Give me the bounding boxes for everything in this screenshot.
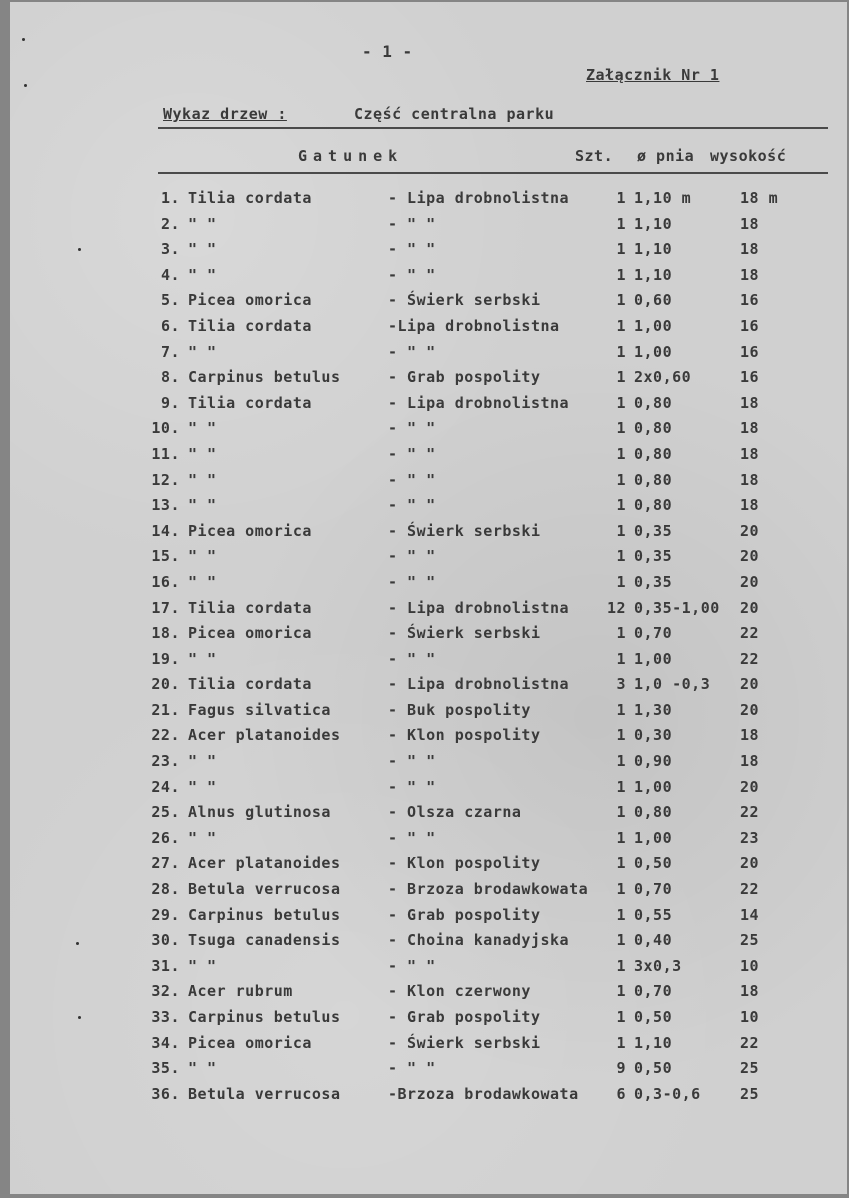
latin-name: " " <box>188 828 217 847</box>
quantity: 1 <box>616 419 626 438</box>
quantity: 1 <box>616 368 626 387</box>
latin-name: " " <box>188 342 217 361</box>
tree-height: 18 <box>740 752 760 771</box>
trunk-diameter: 0,80 <box>634 444 673 463</box>
quantity: 6 <box>616 1084 626 1103</box>
latin-name: " " <box>188 777 217 796</box>
quantity: 1 <box>616 393 626 412</box>
table-row <box>10 1085 847 1111</box>
table-row <box>10 394 847 420</box>
tree-height: 22 <box>740 624 760 643</box>
latin-name: Picea omorica <box>188 1033 312 1052</box>
latin-name: " " <box>188 419 217 438</box>
latin-name: Picea omorica <box>188 291 312 310</box>
polish-name: - " " <box>388 1059 436 1078</box>
trunk-diameter: 0,90 <box>634 752 673 771</box>
row-number: 14. <box>151 521 180 540</box>
table-row <box>10 522 847 548</box>
column-header-diameter: ø pnia <box>637 147 695 165</box>
latin-name: Betula verrucosa <box>188 880 341 899</box>
polish-name: - " " <box>388 649 436 668</box>
table-row <box>10 982 847 1008</box>
tree-height: 20 <box>740 675 760 694</box>
quantity: 1 <box>616 214 626 233</box>
polish-name: - " " <box>388 342 436 361</box>
trunk-diameter: 0,70 <box>634 624 673 643</box>
tree-height: 23 <box>740 828 760 847</box>
trunk-diameter: 1,0 -0,3 <box>634 675 711 694</box>
latin-name: Carpinus betulus <box>188 1008 341 1026</box>
tree-height: 20 <box>740 700 760 719</box>
tree-height: 16 <box>740 291 760 310</box>
tree-height: 25 <box>740 1084 760 1103</box>
row-number: 7. <box>160 342 180 361</box>
polish-name: - Klon pospolity <box>388 854 541 873</box>
tree-height: 20 <box>740 572 760 591</box>
tree-height: 16 <box>740 342 760 361</box>
row-number: 36. <box>151 1084 180 1103</box>
tree-height: 22 <box>740 649 760 668</box>
tree-height: 16 <box>740 368 760 387</box>
polish-name: - " " <box>388 419 436 438</box>
tree-height: 25 <box>740 1059 760 1078</box>
table-row <box>10 240 847 266</box>
row-number: 18. <box>151 624 180 643</box>
latin-name: " " <box>188 547 217 566</box>
tree-height: 20 <box>740 521 760 540</box>
row-number: 19. <box>151 649 180 668</box>
quantity: 1 <box>616 803 626 822</box>
latin-name: " " <box>188 265 217 284</box>
polish-name: - Lipa drobnolistna <box>388 675 570 694</box>
latin-name: " " <box>188 956 217 975</box>
table-row <box>10 778 847 804</box>
trunk-diameter: 0,50 <box>634 854 673 873</box>
polish-name: - Świerk serbski <box>388 521 541 540</box>
table-row <box>10 547 847 573</box>
trunk-diameter: 1,10 <box>634 1033 673 1052</box>
trunk-diameter: 1,00 <box>634 649 673 668</box>
row-number: 21. <box>151 700 180 719</box>
appendix-title: Załącznik Nr 1 <box>586 66 720 84</box>
table-row <box>10 906 847 932</box>
table-row <box>10 803 847 829</box>
polish-name: - " " <box>388 547 436 566</box>
latin-name: Tilia cordata <box>188 393 312 412</box>
quantity: 1 <box>616 624 626 643</box>
polish-name: - " " <box>388 828 436 847</box>
tree-height: 18 <box>740 726 760 745</box>
table-row <box>10 624 847 650</box>
row-number: 27. <box>151 854 180 873</box>
row-number: 1. <box>160 189 180 207</box>
polish-name: - " " <box>388 240 436 259</box>
row-number: 3. <box>160 240 180 259</box>
latin-name: " " <box>188 470 217 489</box>
quantity: 1 <box>616 444 626 463</box>
polish-name: - Grab pospolity <box>388 905 541 924</box>
row-number: 13. <box>151 496 180 515</box>
trunk-diameter: 1,00 <box>634 316 673 335</box>
quantity: 1 <box>616 854 626 873</box>
row-number: 34. <box>151 1033 180 1052</box>
latin-name: Betula verrucosa <box>188 1084 341 1103</box>
row-number: 26. <box>151 828 180 847</box>
latin-name: Tilia cordata <box>188 598 312 617</box>
trunk-diameter: 0,40 <box>634 931 673 950</box>
polish-name: - Świerk serbski <box>388 624 541 643</box>
tree-height: 20 <box>740 598 760 617</box>
polish-name: - Buk pospolity <box>388 700 531 719</box>
trunk-diameter: 0,80 <box>634 496 673 515</box>
table-row <box>10 880 847 906</box>
table-row <box>10 215 847 241</box>
row-number: 10. <box>151 419 180 438</box>
quantity: 1 <box>616 291 626 310</box>
table-row <box>10 419 847 445</box>
tree-height: 20 <box>740 777 760 796</box>
row-number: 32. <box>151 982 180 1001</box>
polish-name: - Klon pospolity <box>388 726 541 745</box>
trunk-diameter: 0,80 <box>634 470 673 489</box>
quantity: 1 <box>616 342 626 361</box>
trunk-diameter: 2x0,60 <box>634 368 692 387</box>
polish-name: - Olsza czarna <box>388 803 522 822</box>
trunk-diameter: 1,10 m <box>634 189 692 207</box>
column-header-qty: Szt. <box>575 147 614 165</box>
trunk-diameter: 0,60 <box>634 291 673 310</box>
row-number: 8. <box>160 368 180 387</box>
row-number: 11. <box>151 444 180 463</box>
tree-height: 18 <box>740 982 760 1001</box>
latin-name: " " <box>188 572 217 591</box>
quantity: 1 <box>616 726 626 745</box>
tree-height: 18 <box>740 393 760 412</box>
latin-name: Carpinus betulus <box>188 368 341 387</box>
table-row <box>10 445 847 471</box>
quantity: 1 <box>616 905 626 924</box>
tree-height: 14 <box>740 905 760 924</box>
row-number: 23. <box>151 752 180 771</box>
row-number: 15. <box>151 547 180 566</box>
polish-name: - " " <box>388 496 436 515</box>
latin-name: Acer platanoides <box>188 854 341 873</box>
row-number: 17. <box>151 598 180 617</box>
row-number: 29. <box>151 905 180 924</box>
quantity: 1 <box>616 496 626 515</box>
latin-name: Tilia cordata <box>188 675 312 694</box>
table-row <box>10 189 847 215</box>
trunk-diameter: 0,80 <box>634 393 673 412</box>
polish-name: - Lipa drobnolistna <box>388 598 570 617</box>
row-number: 30. <box>151 931 180 950</box>
table-row <box>10 957 847 983</box>
trunk-diameter: 1,00 <box>634 828 673 847</box>
tree-height: 20 <box>740 547 760 566</box>
trunk-diameter: 3x0,3 <box>634 956 682 975</box>
quantity: 1 <box>616 982 626 1001</box>
polish-name: - Lipa drobnolistna <box>388 393 570 412</box>
quantity: 1 <box>616 572 626 591</box>
row-number: 35. <box>151 1059 180 1078</box>
trunk-diameter: 0,70 <box>634 982 673 1001</box>
row-number: 24. <box>151 777 180 796</box>
tree-height: 10 <box>740 956 760 975</box>
trunk-diameter: 0,30 <box>634 726 673 745</box>
column-header-height: wysokość <box>710 147 787 165</box>
latin-name: " " <box>188 649 217 668</box>
table-row <box>10 291 847 317</box>
polish-name: - Świerk serbski <box>388 291 541 310</box>
quantity: 1 <box>616 1033 626 1052</box>
trunk-diameter: 1,10 <box>634 240 673 259</box>
polish-name: - " " <box>388 470 436 489</box>
trunk-diameter: 1,30 <box>634 700 673 719</box>
quantity: 3 <box>616 675 626 694</box>
table-row <box>10 599 847 625</box>
tree-height: 18 m <box>740 189 779 207</box>
quantity: 9 <box>616 1059 626 1078</box>
polish-name: - " " <box>388 265 436 284</box>
latin-name: Tilia cordata <box>188 316 312 335</box>
column-header-species: Gatunek <box>298 147 404 165</box>
trunk-diameter: 0,80 <box>634 803 673 822</box>
polish-name: - " " <box>388 956 436 975</box>
page-number: - 1 - <box>362 42 413 61</box>
table-row <box>10 317 847 343</box>
list-label: Wykaz drzew : <box>163 105 287 123</box>
polish-name: - " " <box>388 572 436 591</box>
header-rule-top <box>158 127 828 129</box>
table-row <box>10 471 847 497</box>
tree-height: 20 <box>740 854 760 873</box>
tree-height: 18 <box>740 265 760 284</box>
tree-height: 18 <box>740 419 760 438</box>
quantity: 1 <box>616 521 626 540</box>
quantity: 1 <box>616 752 626 771</box>
row-number: 16. <box>151 572 180 591</box>
trunk-diameter: 0,50 <box>634 1059 673 1078</box>
row-number: 31. <box>151 956 180 975</box>
polish-name: - " " <box>388 777 436 796</box>
table-row <box>10 368 847 394</box>
polish-name: - Lipa drobnolistna <box>388 189 570 207</box>
row-number: 20. <box>151 675 180 694</box>
latin-name: " " <box>188 240 217 259</box>
header-rule-bottom <box>158 172 828 174</box>
row-number: 2. <box>160 214 180 233</box>
tree-height: 18 <box>740 496 760 515</box>
row-number: 12. <box>151 470 180 489</box>
quantity: 1 <box>616 547 626 566</box>
quantity: 1 <box>616 1008 626 1026</box>
quantity: 1 <box>616 265 626 284</box>
table-row <box>10 1008 847 1034</box>
quantity: 1 <box>616 880 626 899</box>
latin-name: Picea omorica <box>188 521 312 540</box>
polish-name: - " " <box>388 444 436 463</box>
latin-name: Alnus glutinosa <box>188 803 331 822</box>
tree-height: 22 <box>740 1033 760 1052</box>
list-section: Część centralna parku <box>354 105 555 123</box>
latin-name: Tilia cordata <box>188 189 312 207</box>
table-row <box>10 343 847 369</box>
latin-name: " " <box>188 752 217 771</box>
polish-name: - Choina kanadyjska <box>388 931 570 950</box>
trunk-diameter: 0,50 <box>634 1008 673 1026</box>
row-number: 4. <box>160 265 180 284</box>
quantity: 1 <box>616 316 626 335</box>
latin-name: Picea omorica <box>188 624 312 643</box>
tree-height: 22 <box>740 880 760 899</box>
quantity: 1 <box>616 956 626 975</box>
latin-name: Fagus silvatica <box>188 700 331 719</box>
table-row <box>10 266 847 292</box>
polish-name: -Brzoza brodawkowata <box>388 1084 579 1103</box>
table-row <box>10 1059 847 1085</box>
polish-name: - Brzoza brodawkowata <box>388 880 589 899</box>
page-speck <box>24 84 27 87</box>
quantity: 1 <box>616 931 626 950</box>
polish-name: - Klon czerwony <box>388 982 531 1001</box>
table-row <box>10 496 847 522</box>
row-number: 9. <box>160 393 180 412</box>
polish-name: - " " <box>388 214 436 233</box>
latin-name: " " <box>188 1059 217 1078</box>
table-row <box>10 829 847 855</box>
row-number: 25. <box>151 803 180 822</box>
latin-name: Carpinus betulus <box>188 905 341 924</box>
tree-height: 18 <box>740 214 760 233</box>
polish-name: - " " <box>388 752 436 771</box>
latin-name: Tsuga canadensis <box>188 931 341 950</box>
row-number: 5. <box>160 291 180 310</box>
trunk-diameter: 0,70 <box>634 880 673 899</box>
table-row <box>10 1034 847 1060</box>
latin-name: " " <box>188 496 217 515</box>
trunk-diameter: 0,80 <box>634 419 673 438</box>
quantity: 1 <box>616 777 626 796</box>
tree-height: 18 <box>740 240 760 259</box>
table-row <box>10 573 847 599</box>
trunk-diameter: 0,3-0,6 <box>634 1084 701 1103</box>
document-page <box>10 2 847 1194</box>
trunk-diameter: 1,10 <box>634 265 673 284</box>
quantity: 1 <box>616 240 626 259</box>
table-row <box>10 701 847 727</box>
row-number: 28. <box>151 880 180 899</box>
tree-height: 25 <box>740 931 760 950</box>
row-number: 6. <box>160 316 180 335</box>
tree-height: 16 <box>740 316 760 335</box>
trunk-diameter: 0,35 <box>634 547 673 566</box>
latin-name: " " <box>188 444 217 463</box>
table-row <box>10 854 847 880</box>
tree-height: 18 <box>740 470 760 489</box>
table-row <box>10 931 847 957</box>
tree-height: 22 <box>740 803 760 822</box>
latin-name: " " <box>188 214 217 233</box>
table-row <box>10 650 847 676</box>
trunk-diameter: 1,00 <box>634 777 673 796</box>
table-row <box>10 752 847 778</box>
quantity: 12 <box>606 598 626 617</box>
tree-height: 10 <box>740 1008 760 1026</box>
row-number: 33. <box>151 1008 180 1026</box>
quantity: 1 <box>616 828 626 847</box>
page-speck <box>22 38 25 41</box>
quantity: 1 <box>616 189 626 207</box>
tree-list <box>10 189 847 1110</box>
trunk-diameter: 1,00 <box>634 342 673 361</box>
quantity: 1 <box>616 470 626 489</box>
trunk-diameter: 0,55 <box>634 905 673 924</box>
polish-name: - Grab pospolity <box>388 1008 541 1026</box>
quantity: 1 <box>616 700 626 719</box>
row-number: 22. <box>151 726 180 745</box>
polish-name: - Grab pospolity <box>388 368 541 387</box>
latin-name: Acer platanoides <box>188 726 341 745</box>
tree-height: 18 <box>740 444 760 463</box>
latin-name: Acer rubrum <box>188 982 293 1001</box>
trunk-diameter: 0,35 <box>634 521 673 540</box>
trunk-diameter: 1,10 <box>634 214 673 233</box>
polish-name: -Lipa drobnolistna <box>388 316 560 335</box>
quantity: 1 <box>616 649 626 668</box>
trunk-diameter: 0,35 <box>634 572 673 591</box>
trunk-diameter: 0,35-1,00 <box>634 598 720 617</box>
table-row <box>10 675 847 701</box>
polish-name: - Świerk serbski <box>388 1033 541 1052</box>
table-row <box>10 726 847 752</box>
